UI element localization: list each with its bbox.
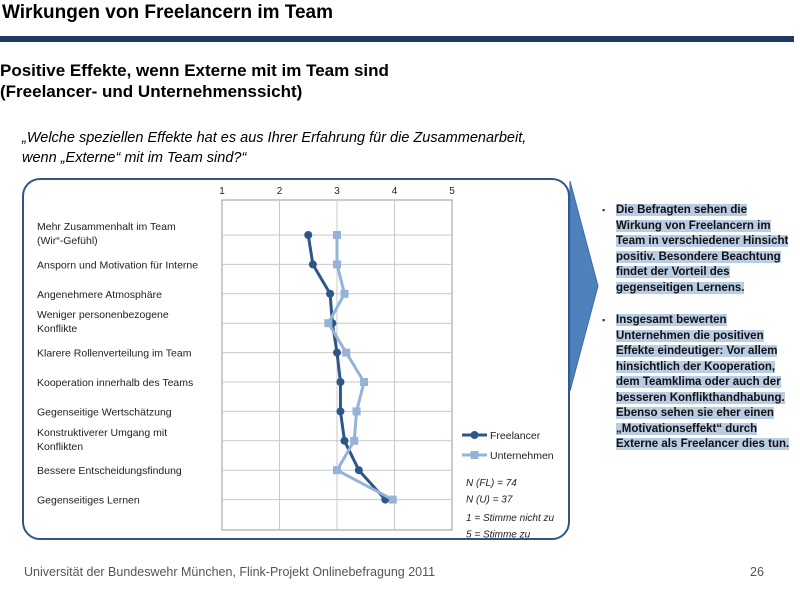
legend-label: Freelancer bbox=[490, 430, 541, 442]
x-tick-label: 1 bbox=[219, 186, 225, 197]
category-label: Angenehmere Atmosphäre bbox=[37, 288, 162, 301]
category-label: Weniger personenbezogene bbox=[37, 309, 169, 322]
category-label: Kooperation innerhalb des Teams bbox=[37, 377, 194, 389]
legend-label: Unternehmen bbox=[490, 450, 554, 462]
category-label: Klarere Rollenverteilung im Team bbox=[37, 347, 192, 360]
x-tick-label: 5 bbox=[449, 186, 455, 197]
category-label: Konflikte bbox=[37, 323, 78, 336]
slide-title: Wirkungen von Freelancern im Team bbox=[2, 2, 334, 23]
subtitle-line-1: Positive Effekte, wenn Externe mit im Team sind bbox=[0, 61, 389, 80]
footer-text: Universität der Bundeswehr München, Flink-Projekt Onlinebefragung 2011 bbox=[24, 565, 436, 579]
bullet-marker-icon: ▪ bbox=[602, 205, 606, 215]
category-label: Gegenseitige Wertschätzung bbox=[37, 406, 172, 419]
x-tick-label: 4 bbox=[391, 186, 398, 197]
bullet-text: Insgesamt bewerten Unternehmen die positiven Effekte eindeutiger: Vor allem hinsichtlich der Kooperation, dem Teamklima oder auch der besseren Konflikthandhabung. Ebenso sehen sie eher einen „Motivationseffekt“ durch Externe als Freelancer dies tun. bbox=[616, 314, 790, 450]
chart-note: N (FL) = 74 bbox=[466, 478, 517, 489]
chart-note: 1 = Stimme nicht zu bbox=[466, 513, 555, 524]
bullet-text: Die Befragten sehen die Wirkung von Freelancern im Team in verschiedener Hinsicht positiv. Besondere Beachtung findet der Vorteil des gegenseitigen Lernens. bbox=[616, 204, 789, 294]
title-rule bbox=[0, 36, 794, 42]
x-tick-label: 3 bbox=[334, 186, 340, 197]
category-label: Mehr Zusammenhalt im Team bbox=[37, 221, 176, 233]
category-label: Konstruktiverer Umgang mit bbox=[37, 426, 168, 439]
arrow-shape bbox=[568, 181, 602, 391]
survey-question bbox=[22, 128, 582, 168]
subtitle-line-2: (Freelancer- und Unternehmenssicht) bbox=[0, 82, 303, 101]
bullet-item bbox=[600, 313, 792, 453]
category-label: Ansporn und Motivation für Interne bbox=[37, 259, 199, 272]
bullet-item bbox=[600, 203, 792, 296]
chart-note: N (U) = 37 bbox=[466, 494, 513, 506]
category-label: (Wir“-Gefühl) bbox=[37, 235, 98, 247]
chart-frame bbox=[22, 178, 570, 540]
category-label: Konflikten bbox=[37, 440, 84, 453]
bullet-list bbox=[600, 203, 792, 470]
slide-subtitle bbox=[0, 60, 389, 102]
category-label: Gegenseitiges Lernen bbox=[37, 494, 140, 507]
category-label: Bessere Entscheidungsfindung bbox=[37, 465, 182, 478]
chart-note: 5 = Stimme zu bbox=[466, 529, 531, 541]
page-number: 26 bbox=[750, 565, 764, 579]
bullet-marker-icon: ▪ bbox=[602, 315, 606, 325]
question-line-1: „Welche speziellen Effekte hat es aus Ihrer Erfahrung für die Zusammenarbeit, bbox=[22, 130, 527, 146]
question-line-2: wenn „Externe“ mit im Team sind?“ bbox=[22, 150, 247, 166]
x-tick-label: 2 bbox=[276, 186, 283, 197]
